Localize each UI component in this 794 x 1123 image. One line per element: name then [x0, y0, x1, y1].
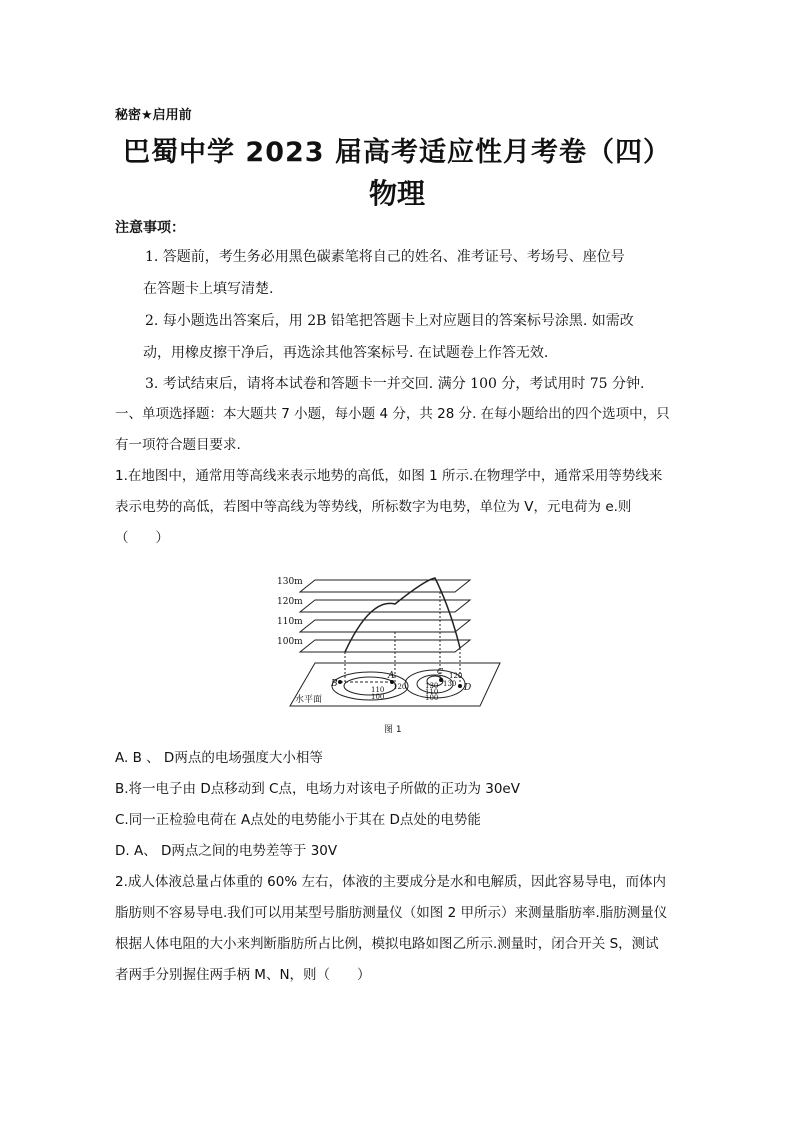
option-a: A. B 、 D两点的电场强度大小相等 — [115, 750, 323, 766]
exam-title: 巴蜀中学 2023 届高考适应性月考卷（四） — [123, 137, 671, 168]
notice-line: 3. 考试结束后，请将本试卷和答题卡一并交回. 满分 100 分，考试用时 75 分钟. — [145, 376, 645, 392]
subject-title: 物理 — [368, 177, 425, 210]
notice-line: 动，用橡皮擦干净后，再选涂其他答案标号. 在试题卷上作答无效. — [143, 345, 549, 361]
secret-label: 秘密★启用前 — [115, 108, 192, 123]
notice-heading: 注意事项： — [115, 220, 185, 236]
point-b — [338, 680, 342, 684]
question-2-stem: 2.成人体液总量占体重的 60% 左右，体液的主要成分是水和电解质，因此容易导电，而体内 — [115, 874, 666, 890]
plane-100m — [300, 640, 470, 652]
section-heading: 一、单项选择题：本大题共 7 小题，每小题 4 分，共 28 分. 在每小题给出的四个选项中，只 — [115, 406, 670, 422]
point-d — [458, 684, 462, 688]
option-d: D. A、 D两点之间的电势差等于 30V — [115, 843, 338, 859]
plane-110m — [300, 620, 470, 632]
label-ground: 水平面 — [295, 695, 323, 705]
notice-line: 2. 每小题选出答案后，用 2B 铅笔把答题卡上对应题目的答案标号涂黑. 如需改 — [145, 313, 634, 329]
contour-label: 110 — [425, 688, 439, 696]
label-d: D — [464, 683, 472, 693]
contour-label: 100 — [425, 694, 439, 702]
question-2-stem: 者两手分别握住两手柄 M、N，则（ ） — [115, 967, 371, 983]
question-1-stem: 表示电势的高低，若图中等高线为等势线，所标数字为电势，单位为 V，元电荷为 e.则 — [115, 499, 632, 515]
section-heading-cont: 有一项符合题目要求. — [115, 437, 241, 453]
figure-1-contour-diagram — [275, 568, 515, 718]
label-c: C — [437, 667, 444, 676]
plane-130m — [300, 580, 470, 592]
notice-line: 1. 答题前，考生务必用黑色碳素笔将自己的姓名、准考证号、考场号、座位号 — [145, 249, 625, 265]
option-b: B.将一电子由 D点移动到 C点，电场力对该电子所做的正功为 30eV — [115, 781, 520, 797]
question-1-stem: （ ） — [115, 530, 169, 546]
label-100m: 100m — [277, 637, 303, 647]
label-120m: 120m — [277, 597, 303, 607]
label-130m: 130m — [277, 577, 303, 587]
label-110m: 110m — [277, 617, 303, 627]
option-c: C.同一正检验电荷在 A点处的电势能小于其在 D点处的电势能 — [115, 812, 481, 828]
contour-label: 130 — [425, 682, 439, 690]
plane-120m — [300, 600, 470, 612]
question-1-stem: 1.在地图中，通常用等高线来表示地势的高低，如图 1 所示.在物理学中，通常采用等势线来 — [115, 468, 663, 484]
notice-line: 在答题卡上填写清楚. — [143, 281, 274, 297]
contour-label: 120 — [449, 672, 463, 680]
label-b: B — [331, 679, 338, 689]
mountain-outline — [345, 578, 460, 652]
question-2-stem: 根据人体电阻的大小来判断脂肪所占比例，模拟电路如图乙所示.测量时，闭合开关 S，测试 — [115, 936, 659, 952]
contour-label: 100 — [371, 693, 385, 701]
contour-label: 130 — [443, 680, 457, 688]
label-a: A — [388, 671, 395, 681]
contour-label: 120 — [393, 683, 407, 691]
question-2-stem: 脂肪则不容易导电.我们可以用某型号脂肪测量仪（如图 2 甲所示）来测量脂肪率.脂肪测量仪 — [115, 905, 668, 921]
figure-1-caption: 图 1 — [384, 725, 402, 735]
contour-label: 110 — [371, 686, 385, 694]
